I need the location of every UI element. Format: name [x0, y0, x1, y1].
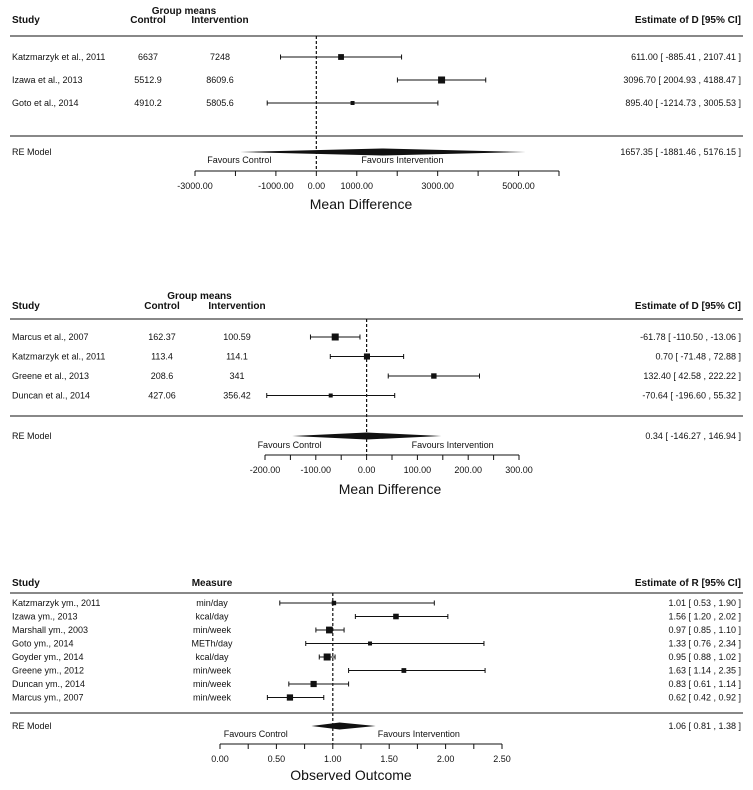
x-tick-label: -1000.00: [258, 181, 294, 191]
x-tick-label: 300.00: [505, 465, 533, 475]
control-mean: 162.37: [148, 332, 176, 342]
study-name: Greene ym., 2012: [12, 665, 85, 676]
control-mean: 4910.2: [134, 98, 162, 108]
intervention-mean: 114.1: [226, 351, 248, 362]
point-estimate: [364, 353, 370, 359]
point-estimate: [351, 101, 355, 105]
x-tick-label: 2.00: [436, 754, 455, 764]
x-axis-label: Observed Outcome: [290, 767, 412, 783]
x-tick-label: -100.00: [300, 465, 332, 475]
control-mean: 5512.9: [134, 75, 162, 85]
study-name: Marshall ym., 2003: [12, 625, 89, 635]
measure-cell: min/day: [196, 598, 228, 608]
x-tick-label: 200.00: [454, 465, 482, 475]
estimate-label: 1.56 [ 1.20 , 2.02 ]: [668, 611, 741, 622]
header-study: Study: [12, 578, 40, 589]
measure-cell: kcal/day: [195, 652, 229, 662]
x-tick-label: 2.50: [493, 754, 511, 764]
estimate-label: 0.83 [ 0.61 , 1.14 ]: [668, 679, 741, 689]
header-estimate: Estimate of D [95% CI]: [634, 15, 741, 26]
summary-diamond: [311, 723, 375, 730]
estimate-label: 895.40 [ -1214.73 , 3005.53 ]: [625, 98, 741, 108]
estimate-label: 1.01 [ 0.53 , 1.90 ]: [668, 598, 741, 608]
header-study: Study: [12, 301, 40, 312]
header-intervention: Intervention: [191, 15, 249, 26]
header-control: Control: [144, 301, 180, 312]
header-measure: Measure: [191, 578, 233, 589]
favours-intervention: Favours Intervention: [411, 440, 494, 450]
estimate-label: 3096.70 [ 2004.93 , 4188.47 ]: [623, 75, 741, 85]
estimate-label: 0.70 [ -71.48 , 72.88 ]: [655, 351, 741, 362]
summary-label: RE Model: [12, 721, 52, 731]
summary-label: RE Model: [12, 431, 52, 441]
study-name: Katzmarzyk et al., 2011: [12, 52, 106, 62]
point-estimate: [438, 77, 445, 84]
header-study: Study: [12, 15, 40, 26]
x-tick-label: -200.00: [249, 465, 281, 475]
study-name: Katzmarzyk et al., 2011: [12, 351, 106, 362]
study-name: Izawa ym., 2013: [12, 611, 78, 622]
forest-panel-2: [10, 291, 743, 497]
forest-panel-1: [10, 6, 743, 212]
favours-control: Favours Control: [207, 155, 272, 165]
point-estimate: [326, 627, 333, 634]
study-name: Marcus et al., 2007: [12, 332, 89, 342]
measure-cell: min/week: [192, 625, 232, 635]
summary-estimate-label: 1657.35 [ -1881.46 , 5176.15 ]: [620, 147, 741, 157]
point-estimate: [393, 614, 399, 620]
summary-diamond: [292, 433, 441, 440]
header-estimate: Estimate of R [95% CI]: [634, 578, 741, 589]
study-name: Goto et al., 2014: [12, 98, 79, 108]
x-tick-label: 1.00: [324, 754, 342, 764]
control-mean: 427.06: [148, 390, 176, 401]
point-estimate: [329, 394, 333, 398]
estimate-label: 0.62 [ 0.42 , 0.92 ]: [668, 692, 741, 703]
study-name: Goyder ym., 2014: [12, 652, 84, 662]
estimate-label: 611.00 [ -885.41 , 2107.41 ]: [631, 52, 741, 62]
point-estimate: [332, 601, 336, 605]
intervention-mean: 8609.6: [206, 75, 234, 85]
estimate-label: -70.64 [ -196.60 , 55.32 ]: [642, 390, 741, 401]
point-estimate: [401, 668, 406, 673]
point-estimate: [324, 654, 331, 661]
intervention-mean: 341: [229, 371, 245, 381]
summary-label: RE Model: [12, 147, 52, 157]
estimate-label: -61.78 [ -110.50 , -13.06 ]: [640, 332, 741, 342]
control-mean: 6637: [137, 52, 159, 62]
study-name: Greene et al., 2013: [12, 371, 90, 381]
point-estimate: [332, 334, 339, 341]
measure-cell: min/week: [192, 679, 232, 689]
intervention-mean: 356.42: [223, 390, 251, 401]
x-tick-label: 0.50: [267, 754, 286, 764]
control-mean: 208.6: [150, 371, 174, 381]
intervention-mean: 5805.6: [206, 98, 234, 108]
measure-cell: kcal/day: [195, 611, 229, 622]
header-intervention: Intervention: [208, 301, 266, 312]
favours-intervention: Favours Intervention: [377, 729, 460, 739]
x-tick-label: 0.00: [357, 465, 376, 475]
estimate-label: 0.95 [ 0.88 , 1.02 ]: [668, 652, 741, 662]
header-control: Control: [130, 15, 166, 26]
point-estimate: [311, 681, 317, 687]
x-tick-label: -3000.00: [177, 181, 213, 191]
x-tick-label: 3000.00: [421, 181, 454, 191]
x-tick-label: 1.50: [380, 754, 398, 764]
estimate-label: 1.33 [ 0.76 , 2.34 ]: [668, 638, 741, 649]
header-estimate: Estimate of D [95% CI]: [634, 301, 741, 312]
header-group-means: Group means: [151, 6, 217, 17]
measure-cell: min/week: [192, 665, 232, 676]
study-name: Izawa et al., 2013: [12, 75, 83, 85]
study-name: Goto ym., 2014: [12, 638, 74, 649]
summary-estimate-label: 1.06 [ 0.81 , 1.38 ]: [668, 721, 741, 731]
x-tick-label: 1000.00: [340, 181, 374, 191]
estimate-label: 0.97 [ 0.85 , 1.10 ]: [668, 625, 741, 635]
forest-panel-3: [10, 578, 743, 783]
study-name: Katzmarzyk ym., 2011: [12, 598, 101, 608]
summary-estimate-label: 0.34 [ -146.27 , 146.94 ]: [645, 431, 741, 441]
control-mean: 113.4: [151, 351, 173, 362]
point-estimate: [287, 694, 293, 700]
x-axis-label: Mean Difference: [338, 481, 442, 497]
measure-cell: METh/day: [191, 638, 233, 649]
x-axis-label: Mean Difference: [309, 196, 413, 212]
measure-cell: min/week: [192, 692, 232, 703]
favours-intervention: Favours Intervention: [361, 155, 444, 165]
x-tick-label: 100.00: [403, 465, 432, 475]
x-tick-label: 5000.00: [502, 181, 535, 191]
header-group-means: Group means: [167, 291, 232, 302]
x-tick-label: 0.00: [211, 754, 229, 764]
study-name: Marcus ym., 2007: [12, 692, 84, 703]
favours-control: Favours Control: [257, 440, 322, 450]
estimate-label: 1.63 [ 1.14 , 2.35 ]: [668, 665, 741, 676]
point-estimate: [431, 373, 436, 378]
favours-control: Favours Control: [223, 729, 288, 739]
intervention-mean: 100.59: [223, 332, 251, 342]
point-estimate: [368, 642, 372, 646]
estimate-label: 132.40 [ 42.58 , 222.22 ]: [643, 371, 741, 381]
point-estimate: [338, 54, 344, 60]
intervention-mean: 7248: [209, 52, 231, 62]
x-tick-label: 0.00: [307, 181, 326, 191]
study-name: Duncan ym., 2014: [12, 679, 86, 689]
study-name: Duncan et al., 2014: [12, 390, 91, 401]
